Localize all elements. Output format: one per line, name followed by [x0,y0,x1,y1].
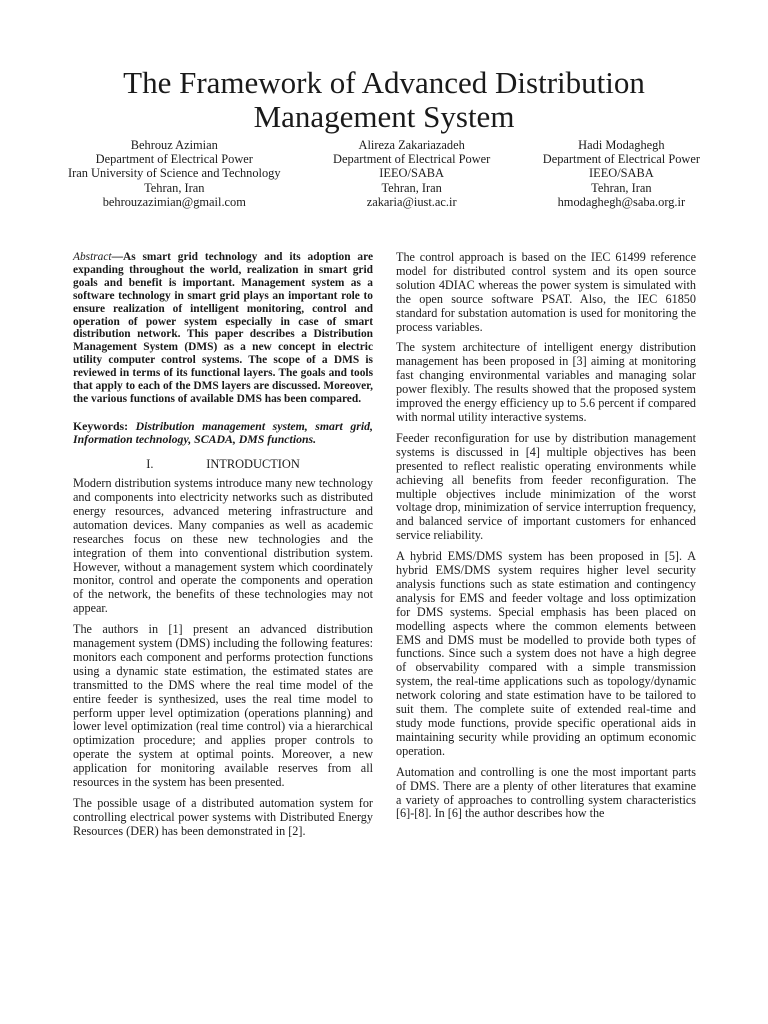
author-dept: Department of Electrical Power [542,152,700,167]
author-dept: Department of Electrical Power [95,152,253,167]
paragraph: Modern distribution systems introduce many new technology and components into electricity networks such as distributed energy resources, advanced metering infrastructure and automation devices. Many companies as well as academic researches focus on these new technologies and the integration of them into conventional distribution system. However, without a management system which coordinately monitor, control and operate the components and operation of the network, the benefits of these technologies may not appear. [73,476,373,616]
section-title: INTRODUCTION [206,457,300,472]
author-location: Tehran, Iran [381,180,442,195]
paragraph: The system architecture of intelligent energy distribution management has been proposed in [3] aiming at monitoring fast changing environmental variables and managing solar power flexibly. The results showed that the proposed system improved the energy efficiency up to 5.6 percent if compared with normal utility interactive systems. [396,340,696,424]
author-org: IEEO/SABA [379,166,445,181]
paragraph: The control approach is based on the IEC 61499 reference model for distributed control system and its open source solution 4DIAC whereas the power system is simulated with the open source software PSAT. Also, the IEC 61850 standard for substation automation is used for monitoring the process variables. [396,250,696,334]
keywords-text: Distribution management system, smart grid, Information technology, SCADA, DMS functions. [73,418,373,447]
keywords-label: Keywords: [73,418,129,433]
title-line-1: The Framework of Advanced Distribution [123,65,645,100]
abstract-label: Abstract [73,251,112,263]
author-email: zakaria@iust.ac.ir [366,194,457,209]
paper-title [0,66,768,134]
author-org: IEEO/SABA [589,166,654,181]
author-name: Alireza Zakariazadeh [358,138,465,152]
abstract-dash: — [111,251,123,263]
section-number: I. [146,457,154,472]
keywords [73,420,373,447]
author-name: Behrouz Azimian [130,138,218,152]
abstract [73,251,373,406]
author-location: Tehran, Iran [591,180,652,195]
author-email: behrouzazimian@gmail.com [102,194,246,209]
author-3 [543,138,700,209]
paragraph: The possible usage of a distributed automation system for controlling electrical power systems with Distributed Energy Resources (DER) has been demonstrated in [2]. [73,796,373,838]
paragraph: Feeder reconfiguration for use by distribution management systems is discussed in [4] multiple objectives has been presented to reflect realistic operating environments while achieving all benefits from feeder reconfiguration. The multiple objectives include minimization of the worst voltage drop, minimization of service interruption frequency, and balanced service of important customers for enhanced service reliability. [396,430,696,543]
author-2 [333,138,490,209]
section-heading-introduction [73,457,373,471]
paragraph: A hybrid EMS/DMS system has been proposed in [5]. A hybrid EMS/DMS system requires higher level security analysis functions such as state estimation and contingency analysis for EMS and feeder voltage and loss optimization for DMS systems. Special emphasis has been placed on modelling aspects where the common elements between EMS and DMS must be modelled to provide both types of functions. Since such a system does not have a high degree of observability compared with a simple transmission system, the real-time applications such as topology/dynamic network coloring and state estimation have to be tailored to suit them. The complete suite of extended real-time and study mode functions, provide specific operational aids in maintaining security while providing an optimum economic operation. [396,549,696,758]
author-name: Hadi Modaghegh [578,138,665,152]
right-column [396,251,696,828]
author-org: Iran University of Science and Technology [68,166,281,181]
author-1 [68,138,281,209]
author-email: hmodaghegh@saba.org.ir [557,194,686,209]
author-dept: Department of Electrical Power [333,152,491,167]
left-column [73,251,373,846]
author-location: Tehran, Iran [144,180,205,195]
title-line-2: Management System [253,99,515,134]
paragraph: Automation and controlling is one the most important parts of DMS. There are a plenty of other literatures that examine a variety of approaches to controlling system characteristics [6]-[8]. In [6] the author describes how the [396,764,696,821]
author-block [68,138,700,209]
abstract-text: As smart grid technology and its adoption are expanding throughout the world, realization in smart grid goals and benefit is important. Management system as a software technology in smart grid plays an important role to ensure realization of intelligent monitoring, control and operation of power system especially in case of smart distribution network. This paper describes a Distribution Management System (DMS) as a new concept in electric utility computer control systems. The scope of a DMS is reviewed in terms of its functional layers. The goals and tools that apply to each of the DMS layers are discussed. Moreover, the various functions of available DMS has been compared. [73,251,373,405]
paragraph: The authors in [1] present an advanced distribution management system (DMS) including the following features: monitors each component and performs protection functions using a dynamic state estimation, the estimated states are transmitted to the DMS where the real time model of the entire feeder is synthesized, uses the real time model to perform upper level optimization (operations planning) and lower level optimization (real time control) via a hierarchical optimization procedure; and applies proper controls to operate the system at optimal points. Moreover, a new application for monitoring available reserves from all resources in the system has been presented. [73,622,373,790]
